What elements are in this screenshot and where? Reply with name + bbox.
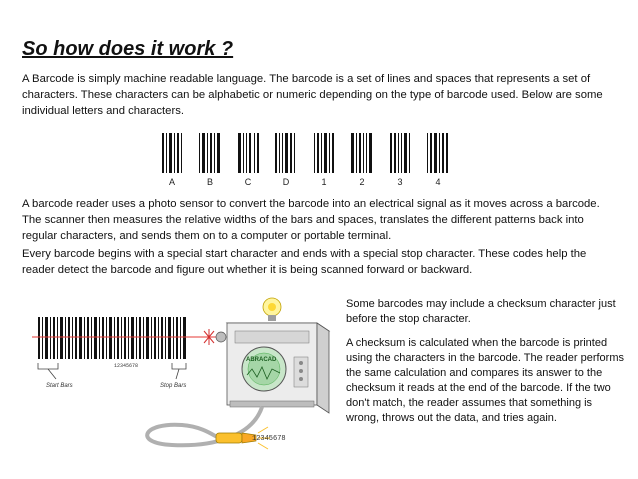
barcode-example-C xyxy=(236,133,260,187)
barcode-label: D xyxy=(282,177,290,187)
barcode-label: 1 xyxy=(321,177,327,187)
barcode-examples xyxy=(160,133,450,191)
barcode-bars xyxy=(350,133,374,175)
barcode-bars xyxy=(388,133,412,175)
barcode-example-4 xyxy=(426,133,450,187)
barcode-bars xyxy=(198,133,222,175)
stop-arrow xyxy=(176,369,179,379)
barcode-label: C xyxy=(244,177,252,187)
barcode-bars xyxy=(312,133,336,175)
sample-barcode xyxy=(38,317,186,369)
checksum-intro-text: Some barcodes may include a checksum character just before the stop character. xyxy=(346,298,616,325)
barcode-label: 3 xyxy=(397,177,403,187)
start-stop-paragraph: Every barcode begins with a special start character and ends with a special stop character. These codes help the reader detect the barcode and figure out whether it is being scanned forward or backward. xyxy=(22,248,587,276)
barcode-example-B xyxy=(198,133,222,187)
barcode-label: 2 xyxy=(359,177,365,187)
wand-display-number: 12345678 xyxy=(252,435,286,443)
barcode-example-D xyxy=(274,133,298,187)
reader-paragraph: A barcode reader uses a photo sensor to convert the barcode into an electrical signal as it moves across a barcode. The scanner then measures the relative widths of the bars and spaces, translates the different patterns back into regular characters, and sends them on to a computer or portable terminal. xyxy=(22,198,600,242)
light-bulb-icon xyxy=(263,298,281,321)
scanner-machine xyxy=(216,323,329,413)
barcode-example-A xyxy=(160,133,184,187)
screen-text: ABRACAD xyxy=(246,357,277,363)
barcode-scanner-illustration xyxy=(32,297,337,467)
barcode-example-2 xyxy=(350,133,374,187)
barcode-label: A xyxy=(168,177,175,187)
sample-barcode-number: 12345678 xyxy=(114,363,139,369)
start-arrow xyxy=(48,369,56,379)
barcode-bars xyxy=(274,133,298,175)
checksum-explanation-text: A checksum is calculated when the barcode is printed using the characters in the barcode. The reader performs the same calculation and compares its answer to the checksum it reads at the end of the barcode. If the two don't match, the reader assumes that something is wrong, throws out the data, and tries again. xyxy=(346,337,625,424)
slide-title: So how does it work ? xyxy=(22,38,234,60)
barcode-example-1 xyxy=(312,133,336,187)
barcode-bars xyxy=(160,133,184,175)
intro-paragraph: A Barcode is simply machine readable language. The barcode is a set of lines and spaces that represents a set of characters. These characters can be alphabetic or numeric depending on the type of barcode used. Below are some individual letters and characters. xyxy=(22,73,603,117)
start-bracket xyxy=(38,363,58,369)
barcode-label: 4 xyxy=(435,177,441,187)
barcode-example-3 xyxy=(388,133,412,187)
barcode-label: B xyxy=(206,177,213,187)
stop-bars-label: Stop Bars xyxy=(160,383,187,389)
stop-bracket xyxy=(172,363,186,369)
barcode-bars xyxy=(236,133,260,175)
barcode-bars xyxy=(426,133,450,175)
start-bars-label: Start Bars xyxy=(46,383,73,389)
